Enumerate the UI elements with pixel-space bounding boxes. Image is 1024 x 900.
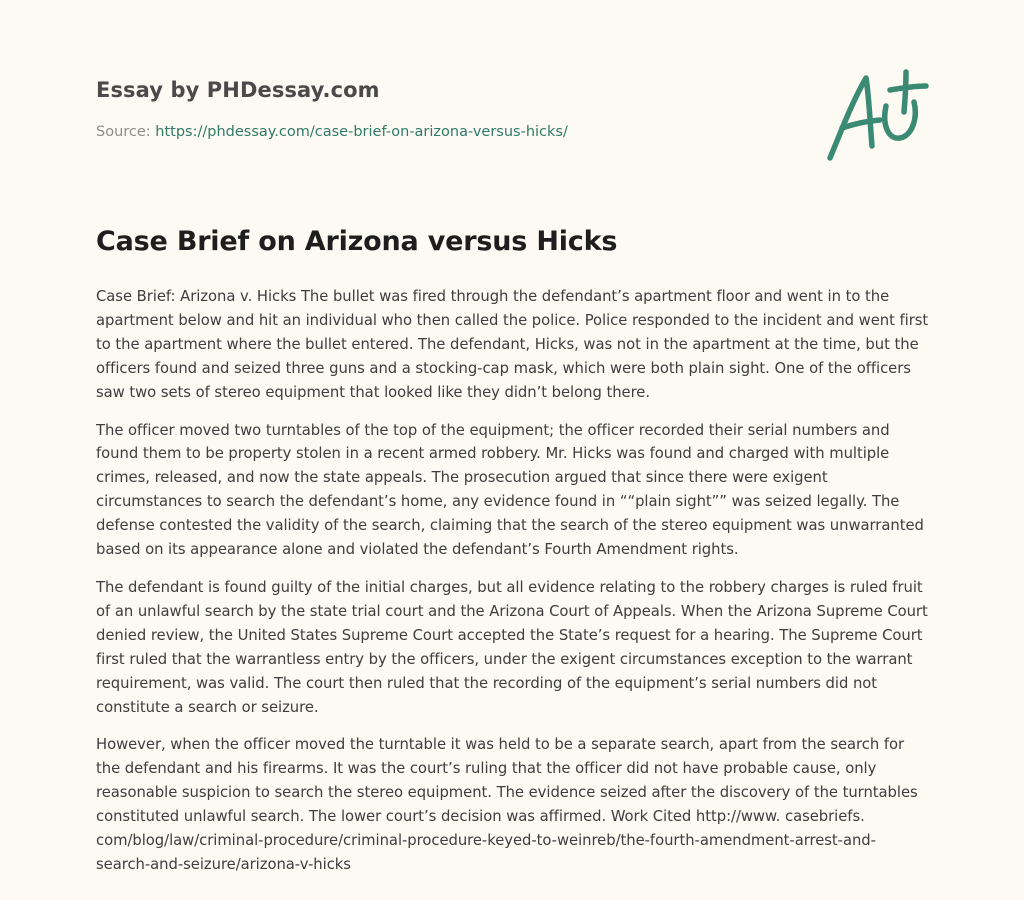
paragraph: The officer moved two turntables of the top of the equipment; the officer recorded their serial numbers and found them to be property stolen in a recent armed robbery. Mr. Hicks was found and charged with multiple crimes, released, and now the state appeals. The prosecution argued that since there were exigent circumstances to search the defendant’s home, any evidence found in ““plain sight”” was seized legally. The defense contested the validity of the search, claiming that the search of the stereo equipment was unwarranted based on its appearance alone and violated the defendant’s Fourth Amendment rights. — [96, 421, 924, 559]
article-body — [96, 285, 930, 891]
source-line — [96, 124, 568, 140]
paragraph: Case Brief: Arizona v. Hicks The bullet was fired through the defendant’s apartment floor and went in to the apartment below and hit an individual who then called the police. Police responded to the incident and went first to the apartment where the bullet entered. The defendant, Hicks, was not in the apartment at the time, but the officers found and seized three guns and a stocking-cap mask, which were both plain sight. One of the officers saw two sets of stereo equipment that looked like they didn’t belong there. — [96, 288, 929, 401]
a-plus-logo-icon — [822, 66, 930, 166]
article-title: Case Brief on Arizona versus Hicks — [96, 226, 618, 257]
brand-title: Essay by PHDessay.com — [96, 78, 380, 102]
source-label: Source: — [96, 124, 156, 140]
paragraph: However, when the officer moved the turntable it was held to be a separate search, apart from the search for the defendant and his firearms. It was the court’s ruling that the officer did not have probable cause, only reasonable suspicion to search the stereo equipment. The evidence seized after the discovery of the turntables constituted unlawful search. The lower court’s decision was affirmed. Work Cited http://www. casebriefs. com/blog/law/criminal-procedure/criminal-procedure-keyed-to-weinreb/the-fourth-amendment-arrest-and-search-and-seizure/arizona-v-hicks — [96, 736, 918, 873]
source-link[interactable]: https://phdessay.com/case-brief-on-arizona-versus-hicks/ — [155, 124, 568, 140]
paragraph: The defendant is found guilty of the initial charges, but all evidence relating to the robbery charges is ruled fruit of an unlawful search by the state trial court and the Arizona Court of Appeals. When the Arizona Supreme Court denied review, the United States Supreme Court accepted the State’s request for a hearing. The Supreme Court first ruled that the warrantless entry by the officers, under the exigent circumstances exception to the warrant requirement, was valid. The court then ruled that the recording of the equipment’s serial numbers did not constitute a search or seizure. — [96, 578, 928, 716]
